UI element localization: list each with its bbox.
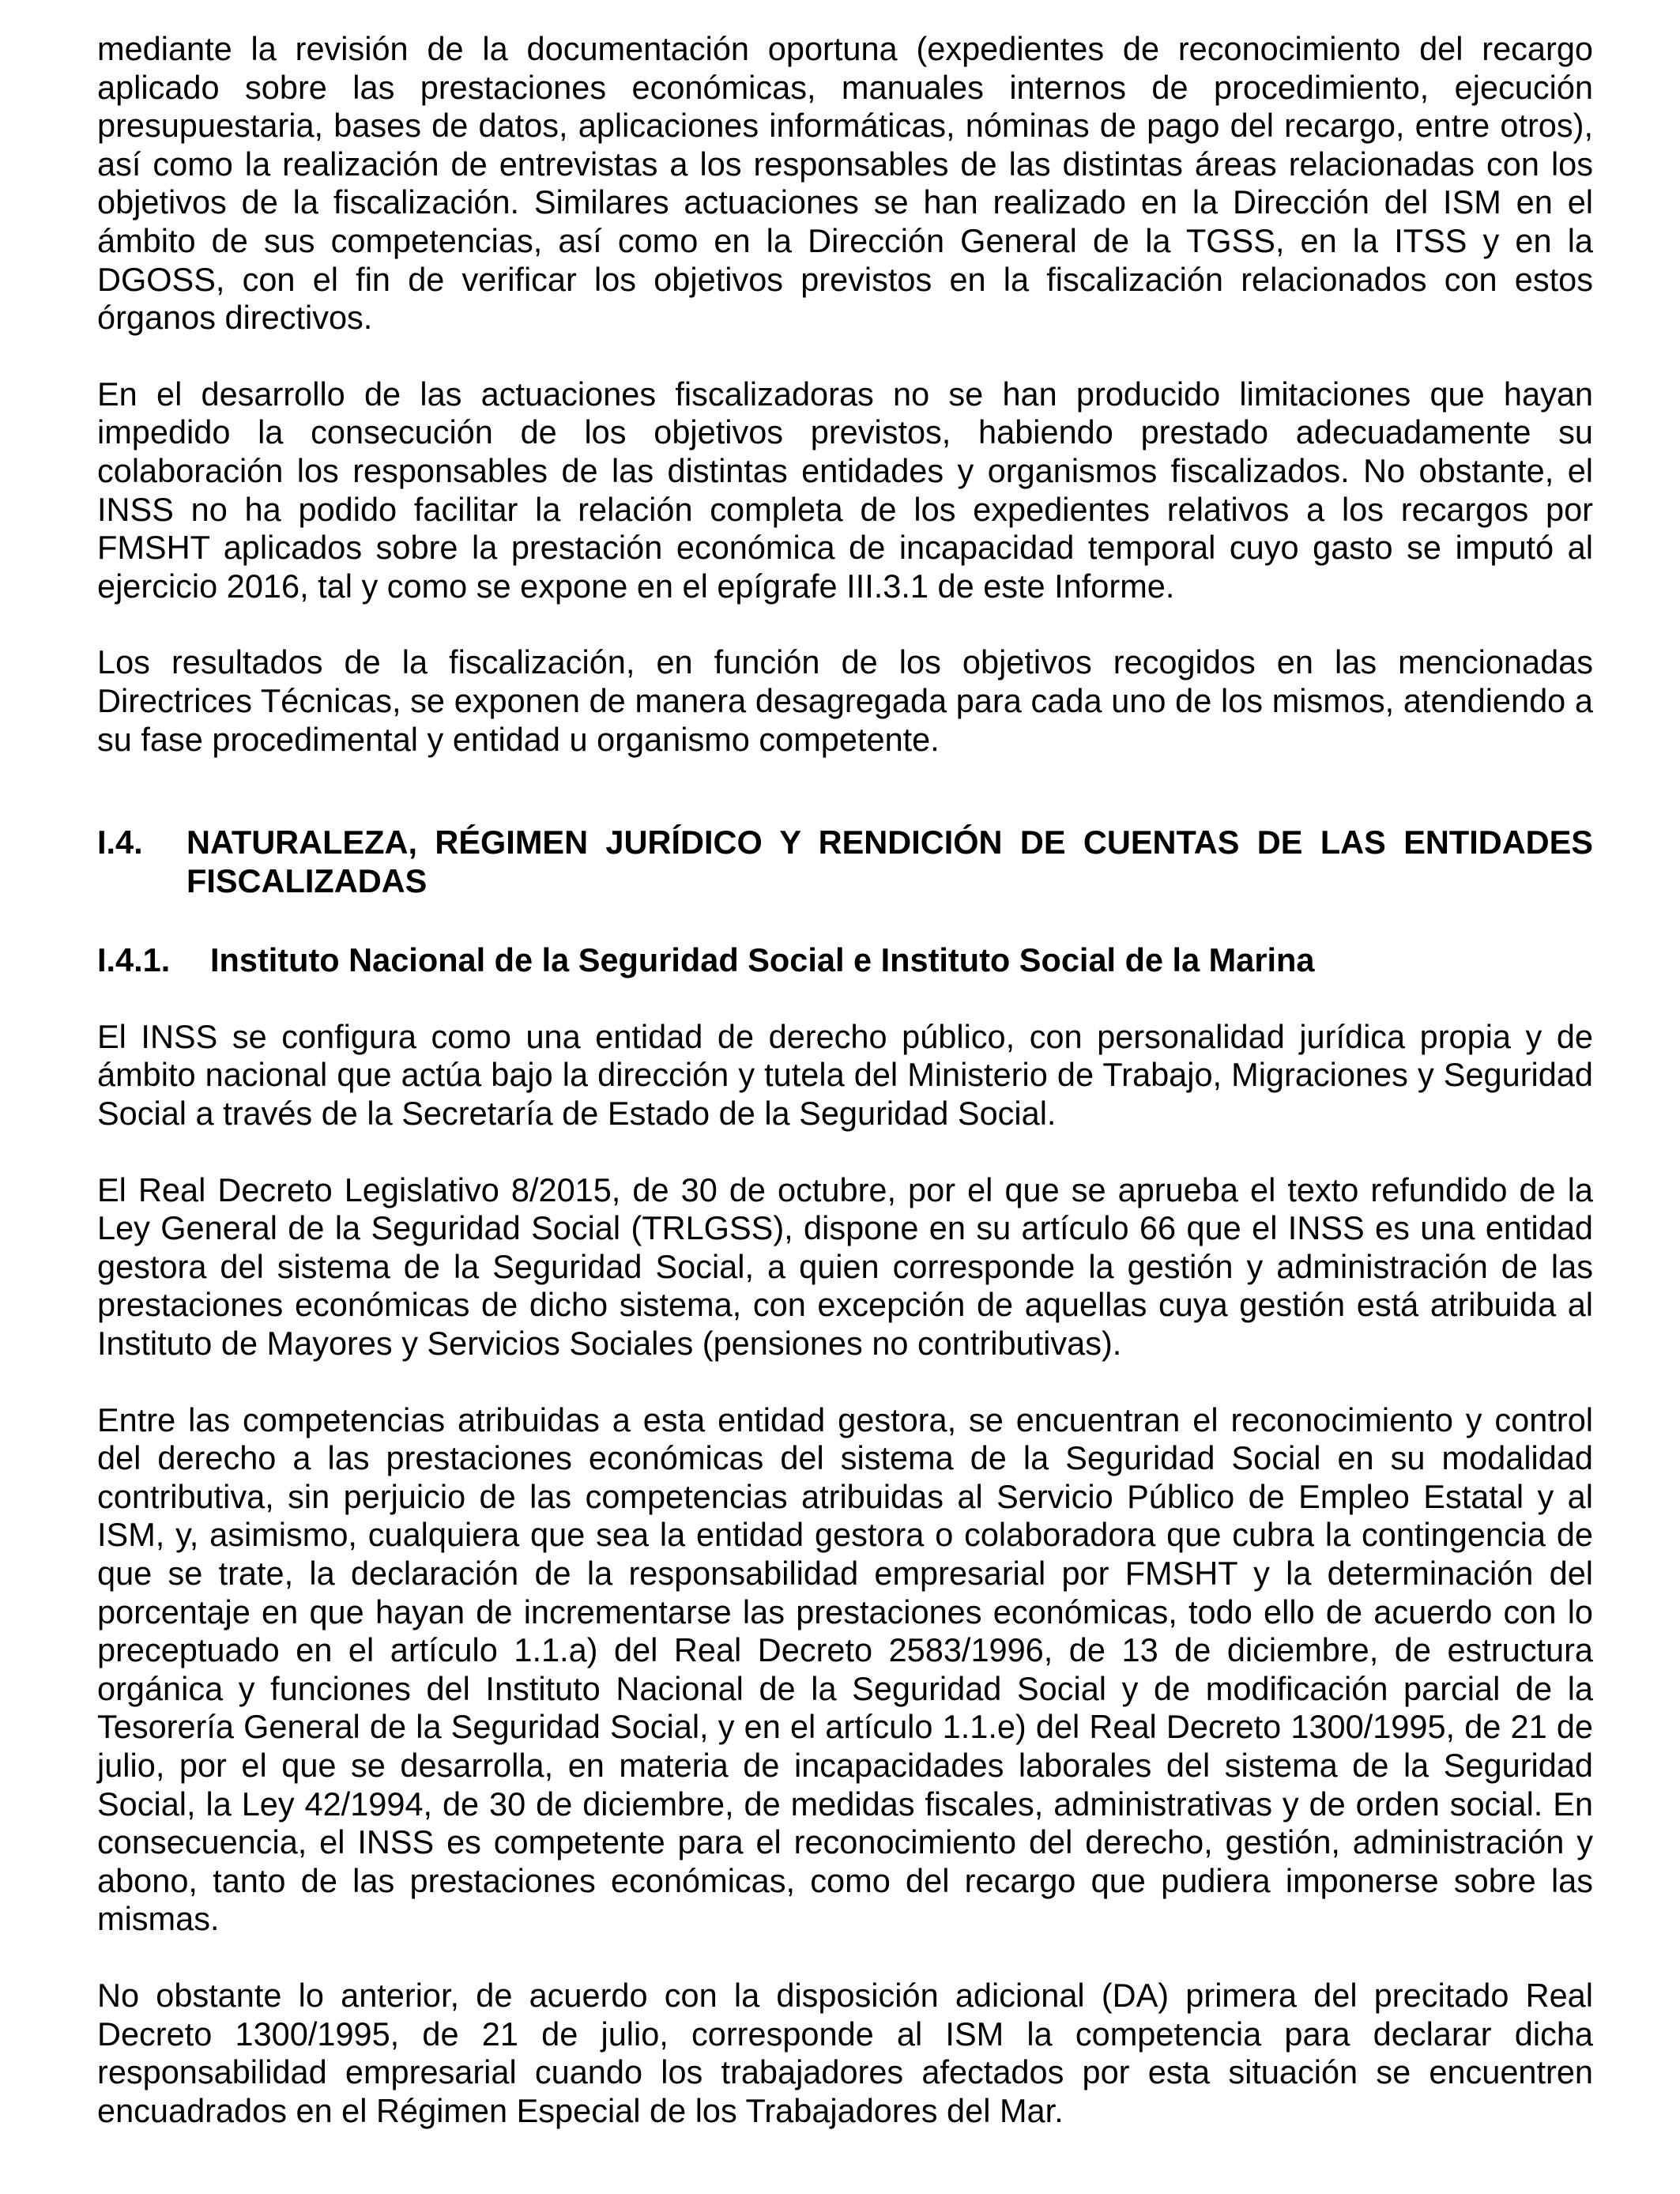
subsection-title: Instituto Nacional de la Seguridad Social e Instituto Social de la Marina	[210, 941, 1315, 979]
paragraph-intro-3: Los resultados de la fiscalización, en función de los objetivos recogidos en las mencionadas Directrices Técnicas, se exponen de manera desagregada para cada uno de los mismos, atendiendo a su fase procedimental y entidad u organismo competente.	[97, 643, 1593, 758]
paragraph-intro-1: mediante la revisión de la documentación oportuna (expedientes de reconocimiento del recargo aplicado sobre las prestaciones económicas, manuales internos de procedimiento, ejecución presupuestaria, bases de datos, aplicaciones informáticas, nóminas de pago del recargo, entre otros), así como la realización de entrevistas a los responsables de las distintas áreas relacionadas con los objetivos de la fiscalización. Similares actuaciones se han realizado en la Dirección del ISM en el ámbito de sus competencias, así como en la Dirección General de la TGSS, en la ITSS y en la DGOSS, con el fin de verificar los objetivos previstos en la fiscalización relacionados con estos órganos directivos.	[97, 30, 1593, 337]
paragraph-body-4: No obstante lo anterior, de acuerdo con la disposición adicional (DA) primera del precitado Real Decreto 1300/1995, de 21 de julio, corresponde al ISM la competencia para declarar dicha responsabilidad empresarial cuando los trabajadores afectados por esta situación se encuentren encuadrados en el Régimen Especial de los Trabajadores del Mar.	[97, 1976, 1593, 2129]
paragraph-body-1: El INSS se configura como una entidad de derecho público, con personalidad jurídica propia y de ámbito nacional que actúa bajo la dirección y tutela del Ministerio de Trabajo, Migraciones y Seguridad Social a través de la Secretaría de Estado de la Seguridad Social.	[97, 1017, 1593, 1133]
subsection-number: I.4.1.	[97, 941, 171, 979]
paragraph-intro-2: En el desarrollo de las actuaciones fiscalizadoras no se han producido limitaciones que hayan impedido la consecución de los objetivos previstos, habiendo prestado adecuadamente su colaboración los responsables de las distintas entidades y organismos fiscalizados. No obstante, el INSS no ha podido facilitar la relación completa de los expedientes relativos a los recargos por FMSHT aplicados sobre la prestación económica de incapacidad temporal cuyo gasto se imputó al ejercicio 2016, tal y como se expone en el epígrafe III.3.1 de este Informe.	[97, 375, 1593, 605]
section-heading	[97, 824, 1593, 900]
paragraph-body-3: Entre las competencias atribuidas a esta entidad gestora, se encuentran el reconocimiento y control del derecho a las prestaciones económicas del sistema de la Seguridad Social en su modalidad contributiva, sin perjuicio de las competencias atribuidas al Servicio Público de Empleo Estatal y al ISM, y, asimismo, cualquiera que sea la entidad gestora o colaboradora que cubra la contingencia de que se trate, la declaración de la responsabilidad empresarial por FMSHT y la determinación del porcentaje en que hayan de incrementarse las prestaciones económicas, todo ello de acuerdo con lo preceptuado en el artículo 1.1.a) del Real Decreto 2583/1996, de 13 de diciembre, de estructura orgánica y funciones del Instituto Nacional de la Seguridad Social y de modificación parcial de la Tesorería General de la Seguridad Social, y en el artículo 1.1.e) del Real Decreto 1300/1995, de 21 de julio, por el que se desarrolla, en materia de incapacidades laborales del sistema de la Seguridad Social, la Ley 42/1994, de 30 de diciembre, de medidas fiscales, administrativas y de orden social. En consecuencia, el INSS es competente para el reconocimiento del derecho, gestión, administración y abono, tanto de las prestaciones económicas, como del recargo que pudiera imponerse sobre las mismas.	[97, 1400, 1593, 1938]
section-title: NATURALEZA, RÉGIMEN JURÍDICO Y RENDICIÓN DE CUENTAS DE LAS ENTIDADES FISCALIZADAS	[186, 824, 1593, 899]
paragraph-body-2: El Real Decreto Legislativo 8/2015, de 30 de octubre, por el que se aprueba el texto refundido de la Ley General de la Seguridad Social (TRLGSS), dispone en su artículo 66 que el INSS es una entidad gestora del sistema de la Seguridad Social, a quien corresponde la gestión y administración de las prestaciones económicas de dicho sistema, con excepción de aquellas cuya gestión está atribuida al Instituto de Mayores y Servicios Sociales (pensiones no contributivas).	[97, 1171, 1593, 1363]
document-page	[97, 30, 1593, 2180]
subsection-heading	[97, 941, 1593, 980]
section-number: I.4.	[97, 824, 143, 861]
